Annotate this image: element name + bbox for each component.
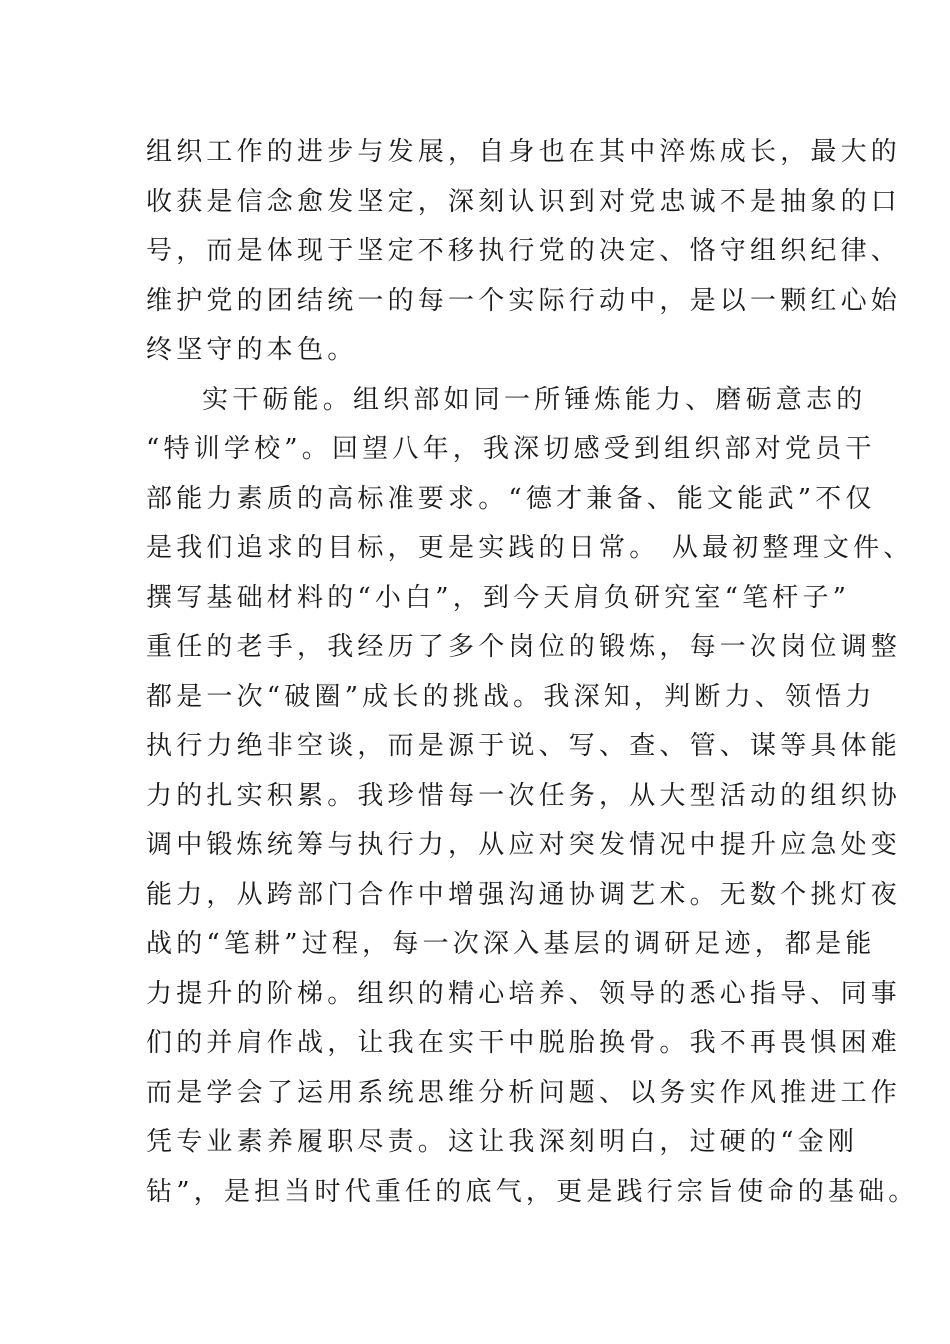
text-line: 是我们追求的目标，更是实践的日常。 从最初整理文件、 <box>146 533 914 563</box>
text-line: 们的并肩作战，让我在实干中脱胎换骨。我不再畏惧困难 <box>146 1028 902 1058</box>
text-line: 执行力绝非空谈，而是源于说、写、查、管、谋等具体能 <box>146 731 902 761</box>
text-line: “特训学校”。回望八年，我深切感受到组织部对党员干 <box>146 434 876 464</box>
text-line: 部能力素质的高标准要求。“德才兼备、能文能武”不仅 <box>146 483 876 514</box>
text-line <box>146 1217 816 1267</box>
text-line: 力的扎实积累。我珍惜每一次任务，从大型活动的组织协 <box>146 780 902 811</box>
text-line: 而是学会了运用系统思维分析问题、以务实作风推进工作 <box>146 1077 902 1108</box>
paragraph-2 <box>146 376 919 1267</box>
text-line: 凭专业素养履职尽责。这让我深刻明白，过硬的“金刚 <box>146 1127 859 1157</box>
text-line: 都是一次“破圈”成长的挑战。我深知，判断力、领悟力 <box>146 681 876 712</box>
text-line: 维护党的团结统一的每一个实际行动中，是以一颗红心始 <box>146 285 902 316</box>
text-line: 战的“笔耕”过程，每一次深入基层的调研足迹，都是能 <box>146 929 876 959</box>
text-line: 实干砺能。组织部如同一所锤炼能力、磨砺意志的 <box>202 384 867 415</box>
text-line: 撰写基础材料的“小白”，到今天肩负研究室“笔杆子” <box>146 582 851 613</box>
text-line: 能力，从跨部门合作中增强沟通协调艺术。无数个挑灯夜 <box>146 879 902 910</box>
text-line: 调中锻炼统筹与执行力，从应对突发情况中提升应急处变 <box>146 830 902 860</box>
text-line: 重任的老手，我经历了多个岗位的锻炼，每一次岗位调整 <box>146 632 902 662</box>
text-line: 终坚守的本色。 <box>146 335 358 365</box>
text-line: 钻”，是担当时代重任的底气，更是践行宗旨使命的基础。 <box>146 1176 919 1207</box>
text-line: 号，而是体现于坚定不移执行党的决定、恪守组织纪律、 <box>146 236 902 266</box>
text-line: 力提升的阶梯。组织的精心培养、领导的悉心指导、同事 <box>146 978 902 1009</box>
document-body <box>146 128 919 1267</box>
paragraph-1 <box>146 128 902 376</box>
text-line: 收获是信念愈发坚定，深刻认识到对党忠诚不是抽象的口 <box>146 186 902 217</box>
text-line: 组织工作的进步与发展，自身也在其中淬炼成长，最大的 <box>146 137 902 167</box>
